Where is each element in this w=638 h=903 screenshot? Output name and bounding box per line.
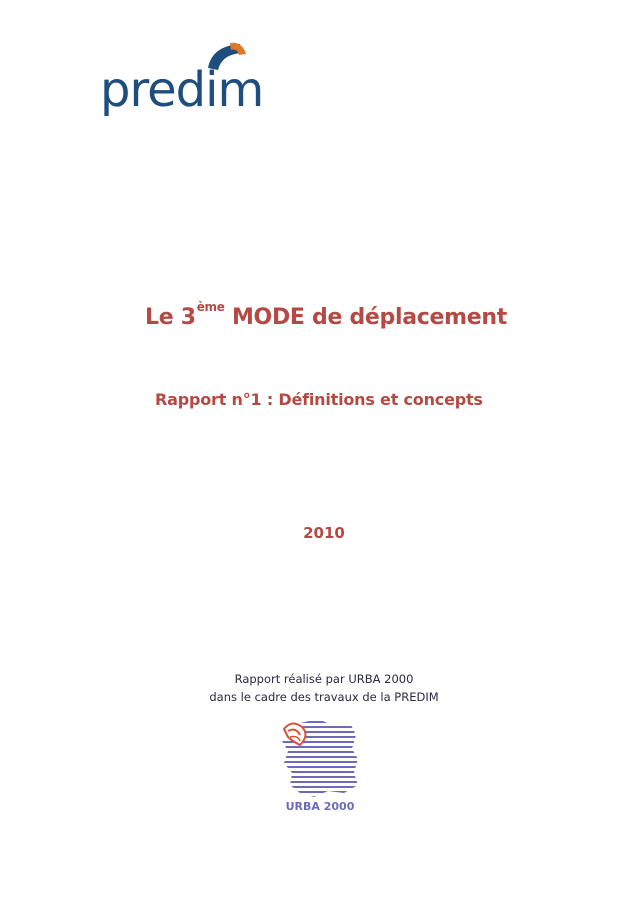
urba-2000-logo — [270, 715, 370, 815]
document-subtitle: Rapport n°1 : Définitions et concepts — [155, 390, 483, 409]
document-year: 2010 — [303, 524, 345, 542]
document-title: Le 3ème MODE de déplacement — [145, 300, 507, 330]
predim-logo — [100, 40, 265, 125]
svg-text:predim: predim — [100, 62, 264, 118]
credit-line-2: dans le cadre des travaux de la PREDIM — [209, 690, 439, 704]
credits-block — [0, 670, 638, 706]
svg-text:URBA 2000: URBA 2000 — [285, 800, 355, 813]
title-superscript: ème — [196, 300, 225, 314]
credit-line-1: Rapport réalisé par URBA 2000 — [234, 672, 414, 686]
